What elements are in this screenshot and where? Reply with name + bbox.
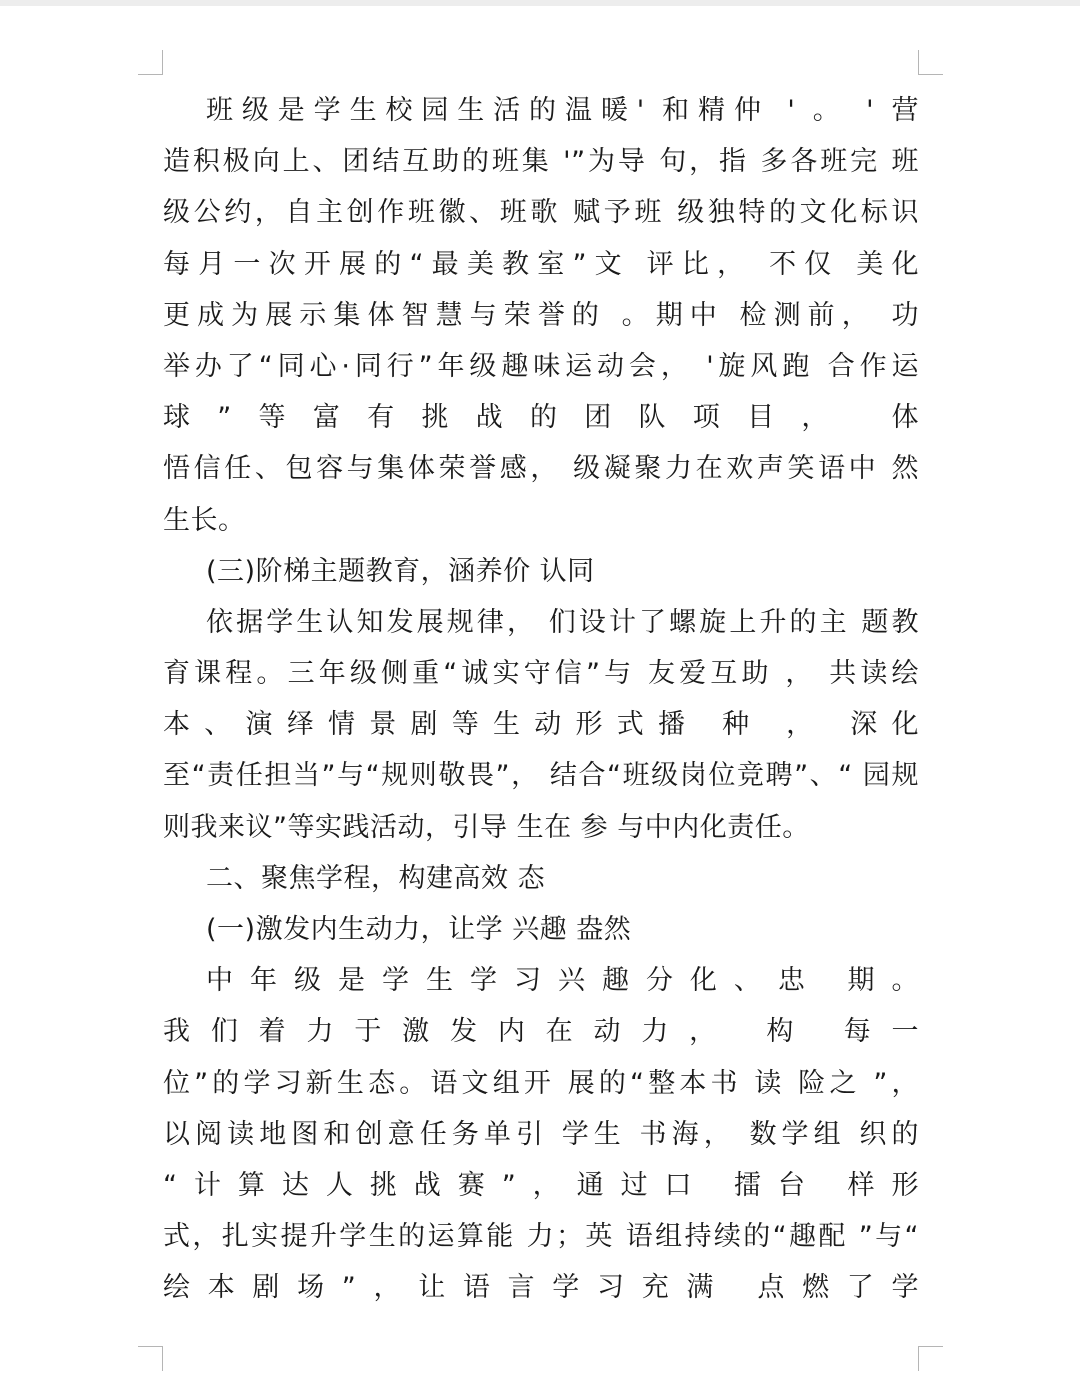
document-page-body	[163, 85, 919, 1314]
text-line: 中年级是学生学习兴趣分化、忠 期。	[206, 965, 919, 997]
text-line: 造积极向上、团结互助的班集 '”为导 句，指 多各班完 班	[163, 146, 919, 178]
text-line: 球”等富有挑战的团队项目， 体	[163, 402, 919, 434]
margin-corner-mark-bottom-left	[138, 1346, 163, 1371]
text-line: 更成为展示集体智慧与荣誉的 。期中 检测前， 功	[163, 299, 919, 331]
text-line: 以阅读地图和创意任务单引 学生 书海， 数学组 织的	[163, 1118, 919, 1150]
text-line: (一)激发内生动力，让学 兴趣 盎然	[206, 914, 632, 945]
text-line: 生长。	[163, 504, 246, 536]
text-line: 我们着力于激发内在动力， 构 每一	[163, 1016, 919, 1048]
text-line: (三)阶梯主题教育，涵养价 认同	[206, 555, 595, 587]
text-line: 每月一次开展的“最美教室”文 评比， 不仅 美化	[163, 248, 919, 280]
text-line: 依据学生认知发展规律， 们设计了螺旋上升的主 题教	[206, 606, 919, 638]
text-line: 举办了“同心·同行”年级趣味运动会， '旋风跑 合作运	[163, 350, 919, 382]
text-line: 级公约，自主创作班徽、班歌 赋予班 级独特的文化标识	[163, 197, 919, 229]
text-line: 悟信任、包容与集体荣誉感， 级凝聚力在欢声笑语中 然	[163, 453, 919, 485]
text-line: 至“责任担当”与“规则敬畏”， 结合“班级岗位竞聘”、“ 园规	[163, 760, 919, 792]
text-line: 育课程。三年级侧重“诚实守信”与 友爱互助 ， 共读绘	[163, 658, 919, 690]
margin-corner-mark-bottom-right	[918, 1346, 943, 1371]
text-line: 则我来议”等实践活动，引导 生在 参 与中内化责任。	[163, 811, 810, 843]
text-line: “计算达人挑战赛”，通过口 擂台 样形	[163, 1169, 919, 1201]
text-line: 本、演绎情景剧等生动形式播 种 ， 深化	[163, 709, 919, 741]
text-line: 绘本剧场”，让语言学习充满 点燃了学	[163, 1272, 919, 1304]
text-line: 班级是学生校园生活的温暖' 和精仲 ' 。 ' 营	[206, 95, 919, 126]
top-border-strip	[0, 0, 1080, 6]
margin-corner-mark-top-right	[918, 50, 943, 75]
text-line: 二、聚焦学程，构建高效 态	[206, 862, 546, 894]
text-line: 位”的学习新生态。语文组开 展的“整本书 读 险之 ”，	[163, 1067, 919, 1099]
margin-corner-mark-top-left	[138, 50, 163, 75]
text-line: 式，扎实提升学生的运算能 力；英 语组持续的“趣配 ”与“	[163, 1221, 919, 1253]
